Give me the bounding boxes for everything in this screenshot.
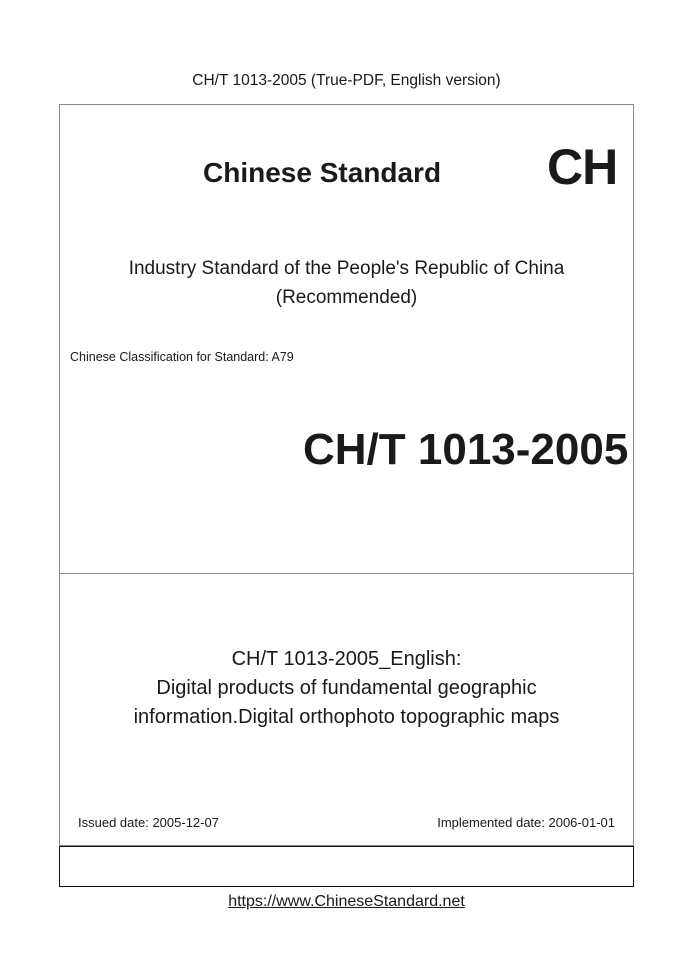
- standard-title: Chinese Standard: [203, 157, 442, 188]
- footer: [0, 893, 693, 911]
- implemented-date: Implemented date: 2006-01-01: [437, 815, 615, 830]
- page-header: CH/T 1013-2005 (True-PDF, English version): [192, 72, 501, 89]
- standard-logo-text: CH: [547, 139, 618, 195]
- cover-bottom-strip: [59, 846, 634, 887]
- industry-standard-line: Industry Standard of the People's Republic of China: [128, 258, 565, 279]
- issued-date: Issued date: 2005-12-07: [78, 815, 219, 830]
- document-title-line-2: Digital products of fundamental geographic: [156, 677, 537, 699]
- document-title-line-3: information.Digital orthophoto topographic maps: [133, 706, 560, 728]
- document-title-line-1: CH/T 1013-2005_English:: [231, 648, 462, 670]
- recommended-label: (Recommended): [275, 287, 418, 308]
- website-link[interactable]: https://www.ChineseStandard.net: [228, 893, 465, 910]
- classification-label: Chinese Classification for Standard: A79: [70, 350, 294, 364]
- standard-number: CH/T 1013-2005: [303, 425, 629, 474]
